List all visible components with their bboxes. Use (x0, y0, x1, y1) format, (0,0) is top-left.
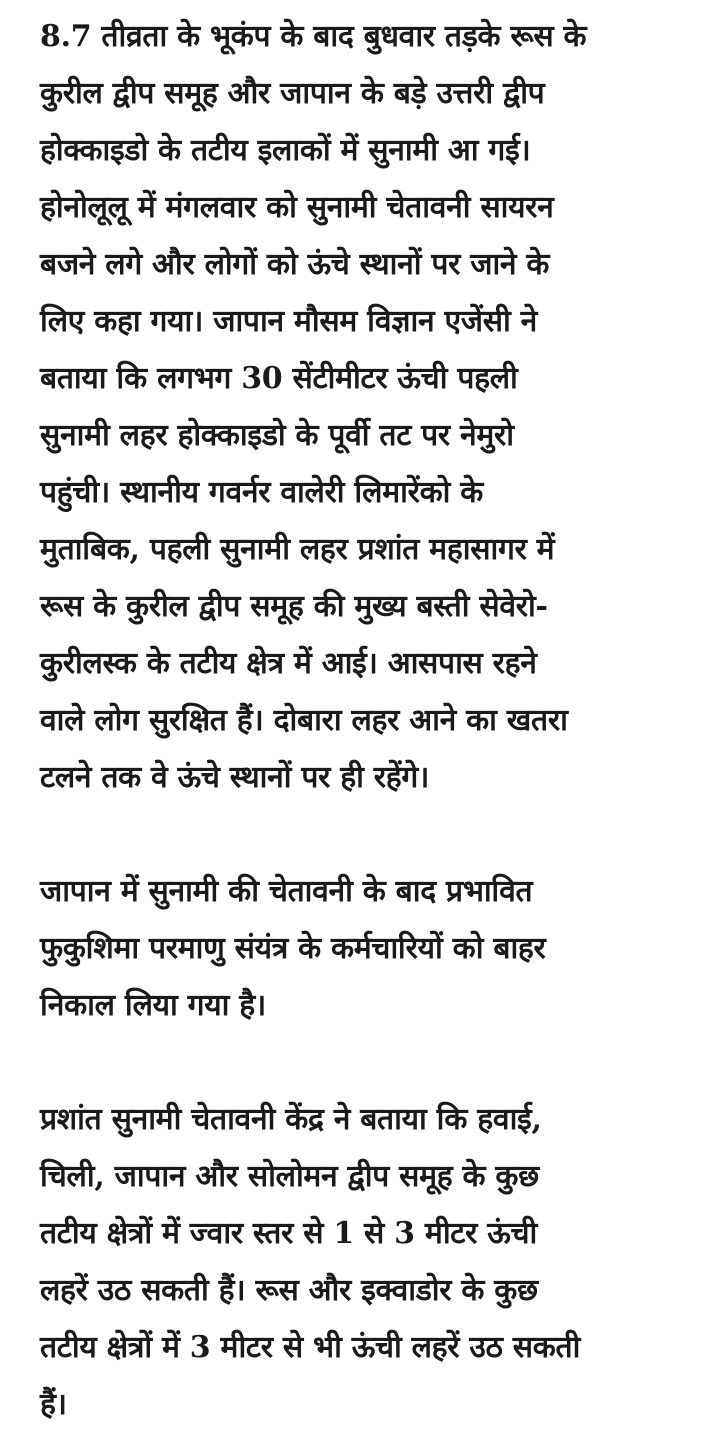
text-line: बताया कि लगभग 30 सेंटीमीटर ऊंची पहली (40, 361, 518, 396)
text-line: पहुंची। स्थानीय गवर्नर वालेरी लिमारेंको के (40, 475, 483, 510)
text-line: 8.7 तीव्रता के भूकंप के बाद बुधवार तड़के रूस के (40, 19, 587, 54)
text-line: होक्काइडो के तटीय इलाकों में सुनामी आ गई। (40, 133, 531, 168)
text-line: चिली, जापान और सोलोमन द्वीप समूह के कुछ (40, 1159, 539, 1194)
text-line: बजने लगे और लोगों को ऊंचे स्थानों पर जाने के (40, 247, 550, 282)
article-body (40, 8, 700, 1433)
text-line: फुकुशिमा परमाणु संयंत्र के कर्मचारियों को बाहर (40, 931, 546, 966)
text-line: निकाल लिया गया है। (40, 988, 266, 1023)
text-line: मुताबिक, पहली सुनामी लहर प्रशांत महासागर में (40, 532, 555, 567)
text-line: लहरें उठ सकती हैं। रूस और इक्वाडोर के कुछ (40, 1273, 538, 1308)
text-line: हैं। (40, 1387, 67, 1422)
text-line: रूस के कुरील द्वीप समूह की मुख्य बस्ती सेवेरो- (40, 589, 548, 624)
text-line: वाले लोग सुरक्षित हैं। दोबारा लहर आने का खतरा (40, 703, 568, 738)
text-line: तटीय क्षेत्रों में 3 मीटर से भी ऊंची लहरें उठ सकती (40, 1330, 581, 1365)
text-line: होनोलूलू में मंगलवार को सुनामी चेतावनी सायरन (40, 190, 554, 225)
text-line: प्रशांत सुनामी चेतावनी केंद्र ने बताया कि हवाई, (40, 1102, 542, 1137)
paragraph-spacer (40, 806, 700, 863)
paragraph-spacer (40, 1034, 700, 1091)
paragraph-fukushima (40, 863, 700, 1034)
text-line: जापान में सुनामी की चेतावनी के बाद प्रभावित (40, 874, 533, 909)
text-line: कुरीलस्क के तटीय क्षेत्र में आई। आसपास रहने (40, 646, 537, 681)
text-line: सुनामी लहर होक्काइडो के पूर्वी तट पर नेमुरो (40, 418, 514, 453)
text-line: टलने तक वे ऊंचे स्थानों पर ही रहेंगे। (40, 760, 430, 795)
text-line: कुरील द्वीप समूह और जापान के बड़े उत्तरी द्वीप (40, 76, 545, 111)
text-line: लिए कहा गया। जापान मौसम विज्ञान एजेंसी ने (40, 304, 537, 339)
paragraph-warning-center (40, 1091, 700, 1433)
paragraph-earthquake-tsunami (40, 8, 700, 806)
text-line: तटीय क्षेत्रों में ज्वार स्तर से 1 से 3 मीटर ऊंची (40, 1216, 538, 1251)
